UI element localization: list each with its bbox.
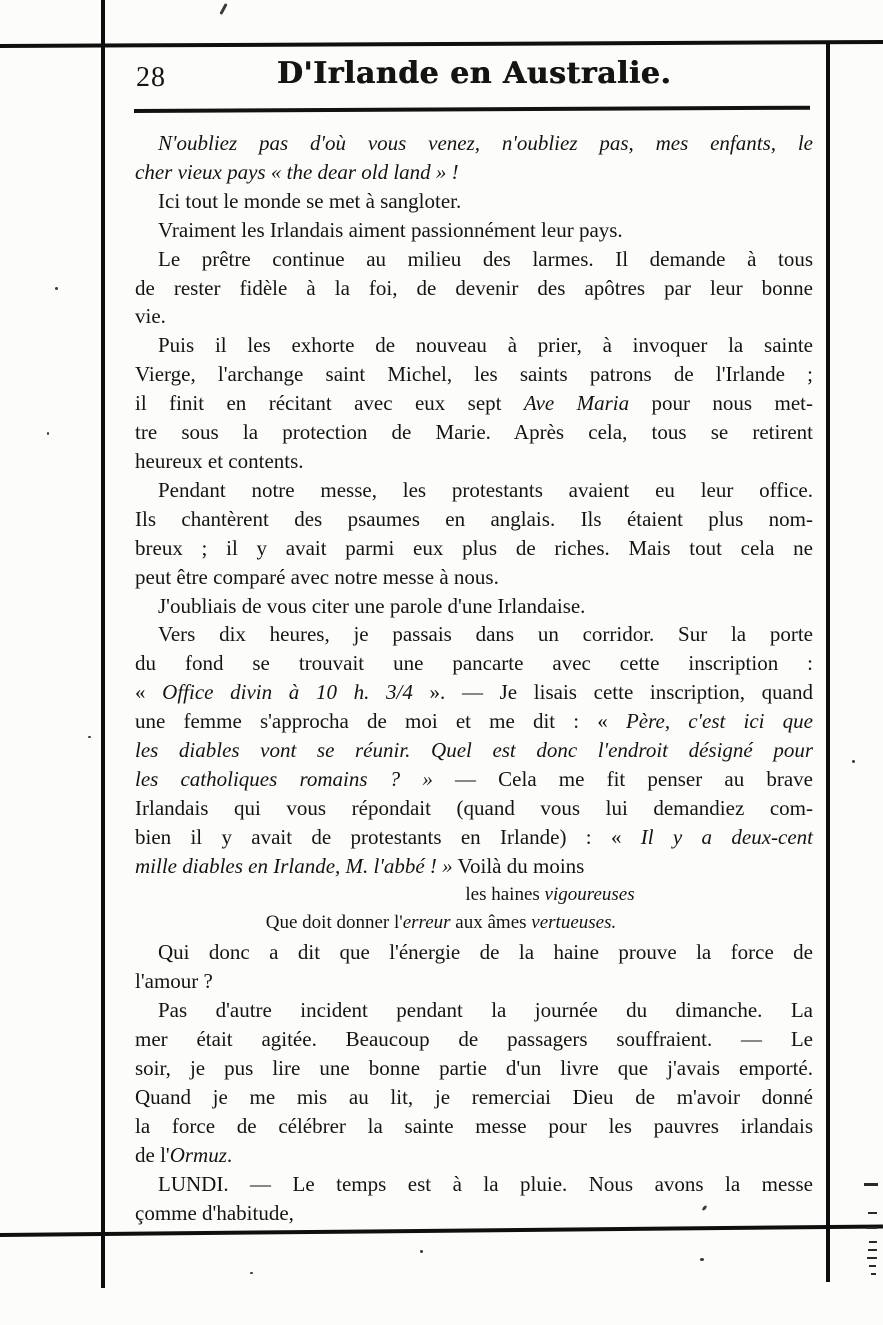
text-line xyxy=(135,649,813,678)
text-segment: Voilà du moins xyxy=(452,853,585,878)
italic-segment: les catholiques romains ? » xyxy=(135,766,433,791)
ink-speck xyxy=(219,3,227,15)
italic-segment: vertueuses. xyxy=(531,912,617,934)
text-segment: LUNDI. — Le temps est à la pluie. Nous avons la messe xyxy=(158,1171,813,1196)
text-segment: Quand je me mis au lit, je remerciai Dieu de m'avoir donné xyxy=(135,1084,813,1109)
text-segment: peut être comparé avec notre messe à nous. xyxy=(135,564,499,589)
edge-tick xyxy=(869,1265,876,1267)
italic-segment: Office divin à 10 h. 3/4 xyxy=(162,680,413,705)
edge-tick xyxy=(869,1241,877,1243)
text-segment: l'amour ? xyxy=(135,969,213,994)
text-line xyxy=(135,881,813,910)
text-line xyxy=(135,563,813,592)
italic-segment: mille diables en Irlande, M. l'abbé ! » xyxy=(135,853,453,878)
ink-speck xyxy=(250,1272,253,1274)
text-segment: Qui donc a dit que l'énergie de la haine prouve la force de xyxy=(158,940,813,965)
text-segment: « xyxy=(135,680,163,705)
ink-speck xyxy=(700,1258,704,1261)
italic-segment: N'oubliez pas d'où vous venez, n'oubliez pas, mes enfants, le xyxy=(158,131,813,155)
text-line xyxy=(135,794,813,823)
text-line xyxy=(135,534,813,563)
text-column xyxy=(135,129,813,1227)
text-line xyxy=(135,360,813,389)
text-segment: Ici tout le monde se met à sangloter. xyxy=(158,188,462,213)
text-segment: la force de célébrer la sainte messe pour les pauvres irlandais xyxy=(135,1113,813,1138)
edge-tick xyxy=(871,1273,876,1275)
text-line xyxy=(135,1170,813,1199)
text-segment: les haines xyxy=(465,883,545,905)
italic-segment: erreur xyxy=(402,912,451,934)
title-underline-rule xyxy=(134,106,810,113)
text-line xyxy=(135,418,813,447)
text-segment: aux âmes xyxy=(450,912,532,934)
text-segment: Vierge, l'archange saint Michel, les saints patrons de l'Irlande ; xyxy=(135,362,813,387)
text-line xyxy=(135,938,813,967)
text-line xyxy=(135,1199,813,1228)
text-line xyxy=(135,389,813,418)
text-segment: breux ; il y avait parmi eux plus de riches. Mais tout cela ne xyxy=(135,535,813,560)
text-segment: Pas d'autre incident pendant la journée du dimanche. La xyxy=(158,998,813,1023)
text-line xyxy=(135,216,813,245)
ink-speck xyxy=(420,1250,423,1253)
text-line xyxy=(135,909,813,938)
text-segment: vie. xyxy=(135,304,166,329)
text-line xyxy=(135,1141,813,1170)
text-line xyxy=(135,592,813,621)
text-segment: soir, je pus lire une bonne partie d'un livre que j'avais emporté. xyxy=(135,1056,813,1080)
text-segment: ». — Je lisais cette inscription, quand xyxy=(412,680,813,705)
text-line xyxy=(135,129,813,158)
text-segment: de l' xyxy=(135,1142,170,1167)
text-segment: J'oubliais de vous citer une parole d'une Irlandaise. xyxy=(158,593,586,618)
text-line xyxy=(135,331,813,360)
text-line xyxy=(135,1112,813,1141)
text-segment: Pendant notre messe, les protestants avaient eu leur office. xyxy=(158,477,813,502)
edge-tick xyxy=(867,1257,877,1259)
text-segment: Vraiment les Irlandais aiment passionnément leur pays. xyxy=(158,217,623,242)
edge-tick xyxy=(866,1227,877,1229)
text-segment: . xyxy=(226,1142,233,1167)
text-line xyxy=(135,447,813,476)
ink-speck xyxy=(47,432,49,435)
edge-tick xyxy=(868,1212,877,1214)
italic-segment: Ormuz xyxy=(169,1142,227,1167)
edge-tick xyxy=(864,1183,878,1186)
text-line xyxy=(135,736,813,765)
text-line xyxy=(135,158,813,187)
text-line xyxy=(135,707,813,736)
top-frame-rule xyxy=(0,40,883,48)
italic-segment: Il y a deux-cent xyxy=(640,824,813,849)
text-segment: bien il y avait de protestants en Irlande) : « xyxy=(135,824,641,849)
running-title: D'Irlande en Australie. xyxy=(276,56,672,91)
text-line xyxy=(135,245,813,274)
text-line xyxy=(135,1083,813,1112)
text-segment: Ils chantèrent des psaumes en anglais. Ils étaient plus nom- xyxy=(135,506,813,531)
text-segment: Irlandais qui vous répondait (quand vous lui demandiez com- xyxy=(135,795,813,820)
text-segment: de rester fidèle à la foi, de devenir des apôtres par leur bonne xyxy=(135,275,813,300)
text-segment: une femme s'approcha de moi et me dit : « xyxy=(135,709,626,734)
edge-tick xyxy=(868,1249,877,1251)
text-line xyxy=(135,476,813,505)
italic-segment: les diables vont se réunir. Quel est donc l'endroit désigné pour xyxy=(135,738,813,763)
ink-speck xyxy=(88,736,91,738)
text-segment: Le prêtre continue au milieu des larmes. Il demande à tous xyxy=(158,246,813,271)
text-line xyxy=(135,1054,813,1083)
ink-speck xyxy=(55,287,58,290)
text-line xyxy=(135,505,813,534)
text-line xyxy=(135,1025,813,1054)
text-line xyxy=(135,823,813,852)
italic-segment: Ave Maria xyxy=(523,391,630,416)
text-segment: — Cela me fit penser au brave xyxy=(432,766,813,791)
text-line xyxy=(135,765,813,794)
text-segment: Que doit donner l' xyxy=(265,912,403,934)
italic-segment: cher vieux pays « the dear old land » ! xyxy=(135,159,459,184)
page-number: 28 xyxy=(136,62,166,93)
text-line xyxy=(135,302,813,331)
text-line xyxy=(135,996,813,1025)
italic-segment: Père, c'est ici que xyxy=(625,709,813,734)
left-frame-line xyxy=(101,0,105,1288)
ink-speck xyxy=(852,760,855,763)
text-segment: il finit en récitant avec eux sept xyxy=(135,391,524,416)
text-segment: Vers dix heures, je passais dans un corridor. Sur la porte xyxy=(158,622,813,647)
text-line xyxy=(135,852,813,881)
text-segment: mer était agitée. Beaucoup de passagers souffraient. — Le xyxy=(135,1027,813,1052)
text-line xyxy=(135,620,813,649)
text-segment: tre sous la protection de Marie. Après cela, tous se retirent xyxy=(135,420,813,445)
text-segment: pour nous met- xyxy=(629,391,813,416)
text-line xyxy=(135,274,813,303)
right-frame-line xyxy=(826,42,830,1282)
text-segment: Puis il les exhorte de nouveau à prier, à invoquer la sainte xyxy=(158,333,813,358)
text-line xyxy=(135,967,813,996)
text-segment: heureux et contents. xyxy=(135,448,304,473)
text-line xyxy=(135,678,813,707)
text-segment: du fond se trouvait une pancarte avec cette inscription : xyxy=(135,651,813,676)
text-segment: çomme d'habitude, xyxy=(135,1200,294,1225)
text-line xyxy=(135,187,813,216)
italic-segment: vigoureuses xyxy=(544,883,635,905)
